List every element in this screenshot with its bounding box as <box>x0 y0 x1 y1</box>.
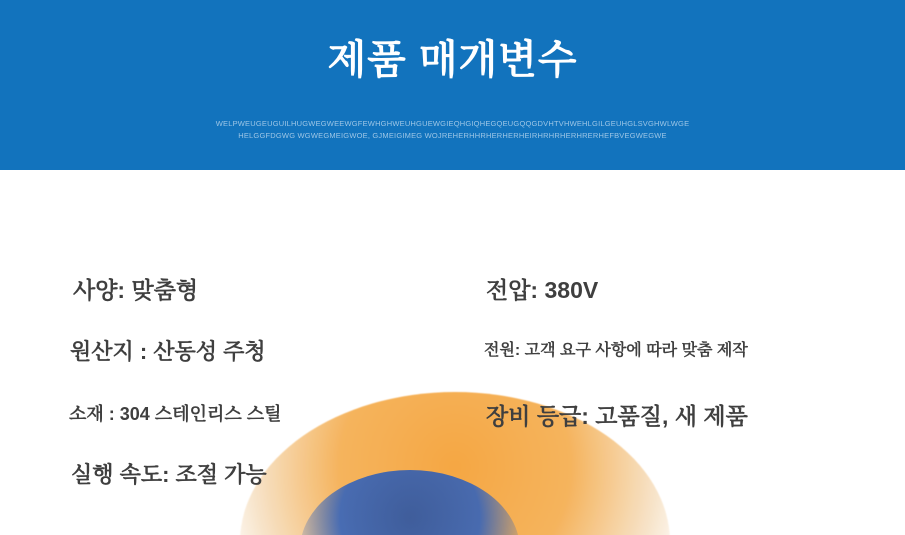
spec-item-specification: 사양: 맞춤형 <box>73 277 199 303</box>
banner-subtitle-text: WELPWEUGEUGUILHUGWEGWEEWGFEWHGHWEUHGUEWGIEQHGIQHEGQEUGQQGDVHTVHWEHLGILGEUHGLSVGHWLWGEHELGGFDGWG WGWEGMEIGWOE, GJMEIGIMEG WOJREHERHHRHERHERHEIRHRHRHERHRERHEFBVEGWEGWE <box>215 119 690 140</box>
spec-item-material: 소재 : 304 스테인리스 스틸 <box>69 404 282 424</box>
spec-item-equipment-grade: 장비 등급: 고품질, 새 제품 <box>486 403 748 429</box>
spec-item-power-supply: 전원: 고객 요구 사항에 따라 맞춤 제작 <box>484 342 748 359</box>
page-title: 제품 매개변수 <box>327 38 578 82</box>
spec-item-voltage: 전압: 380V <box>486 277 599 303</box>
spec-item-origin: 원산지 : 산동성 주청 <box>70 339 266 364</box>
specifications-section <box>0 180 905 535</box>
header-banner <box>0 0 905 170</box>
spec-item-running-speed: 실행 속도: 조절 가능 <box>71 462 267 487</box>
